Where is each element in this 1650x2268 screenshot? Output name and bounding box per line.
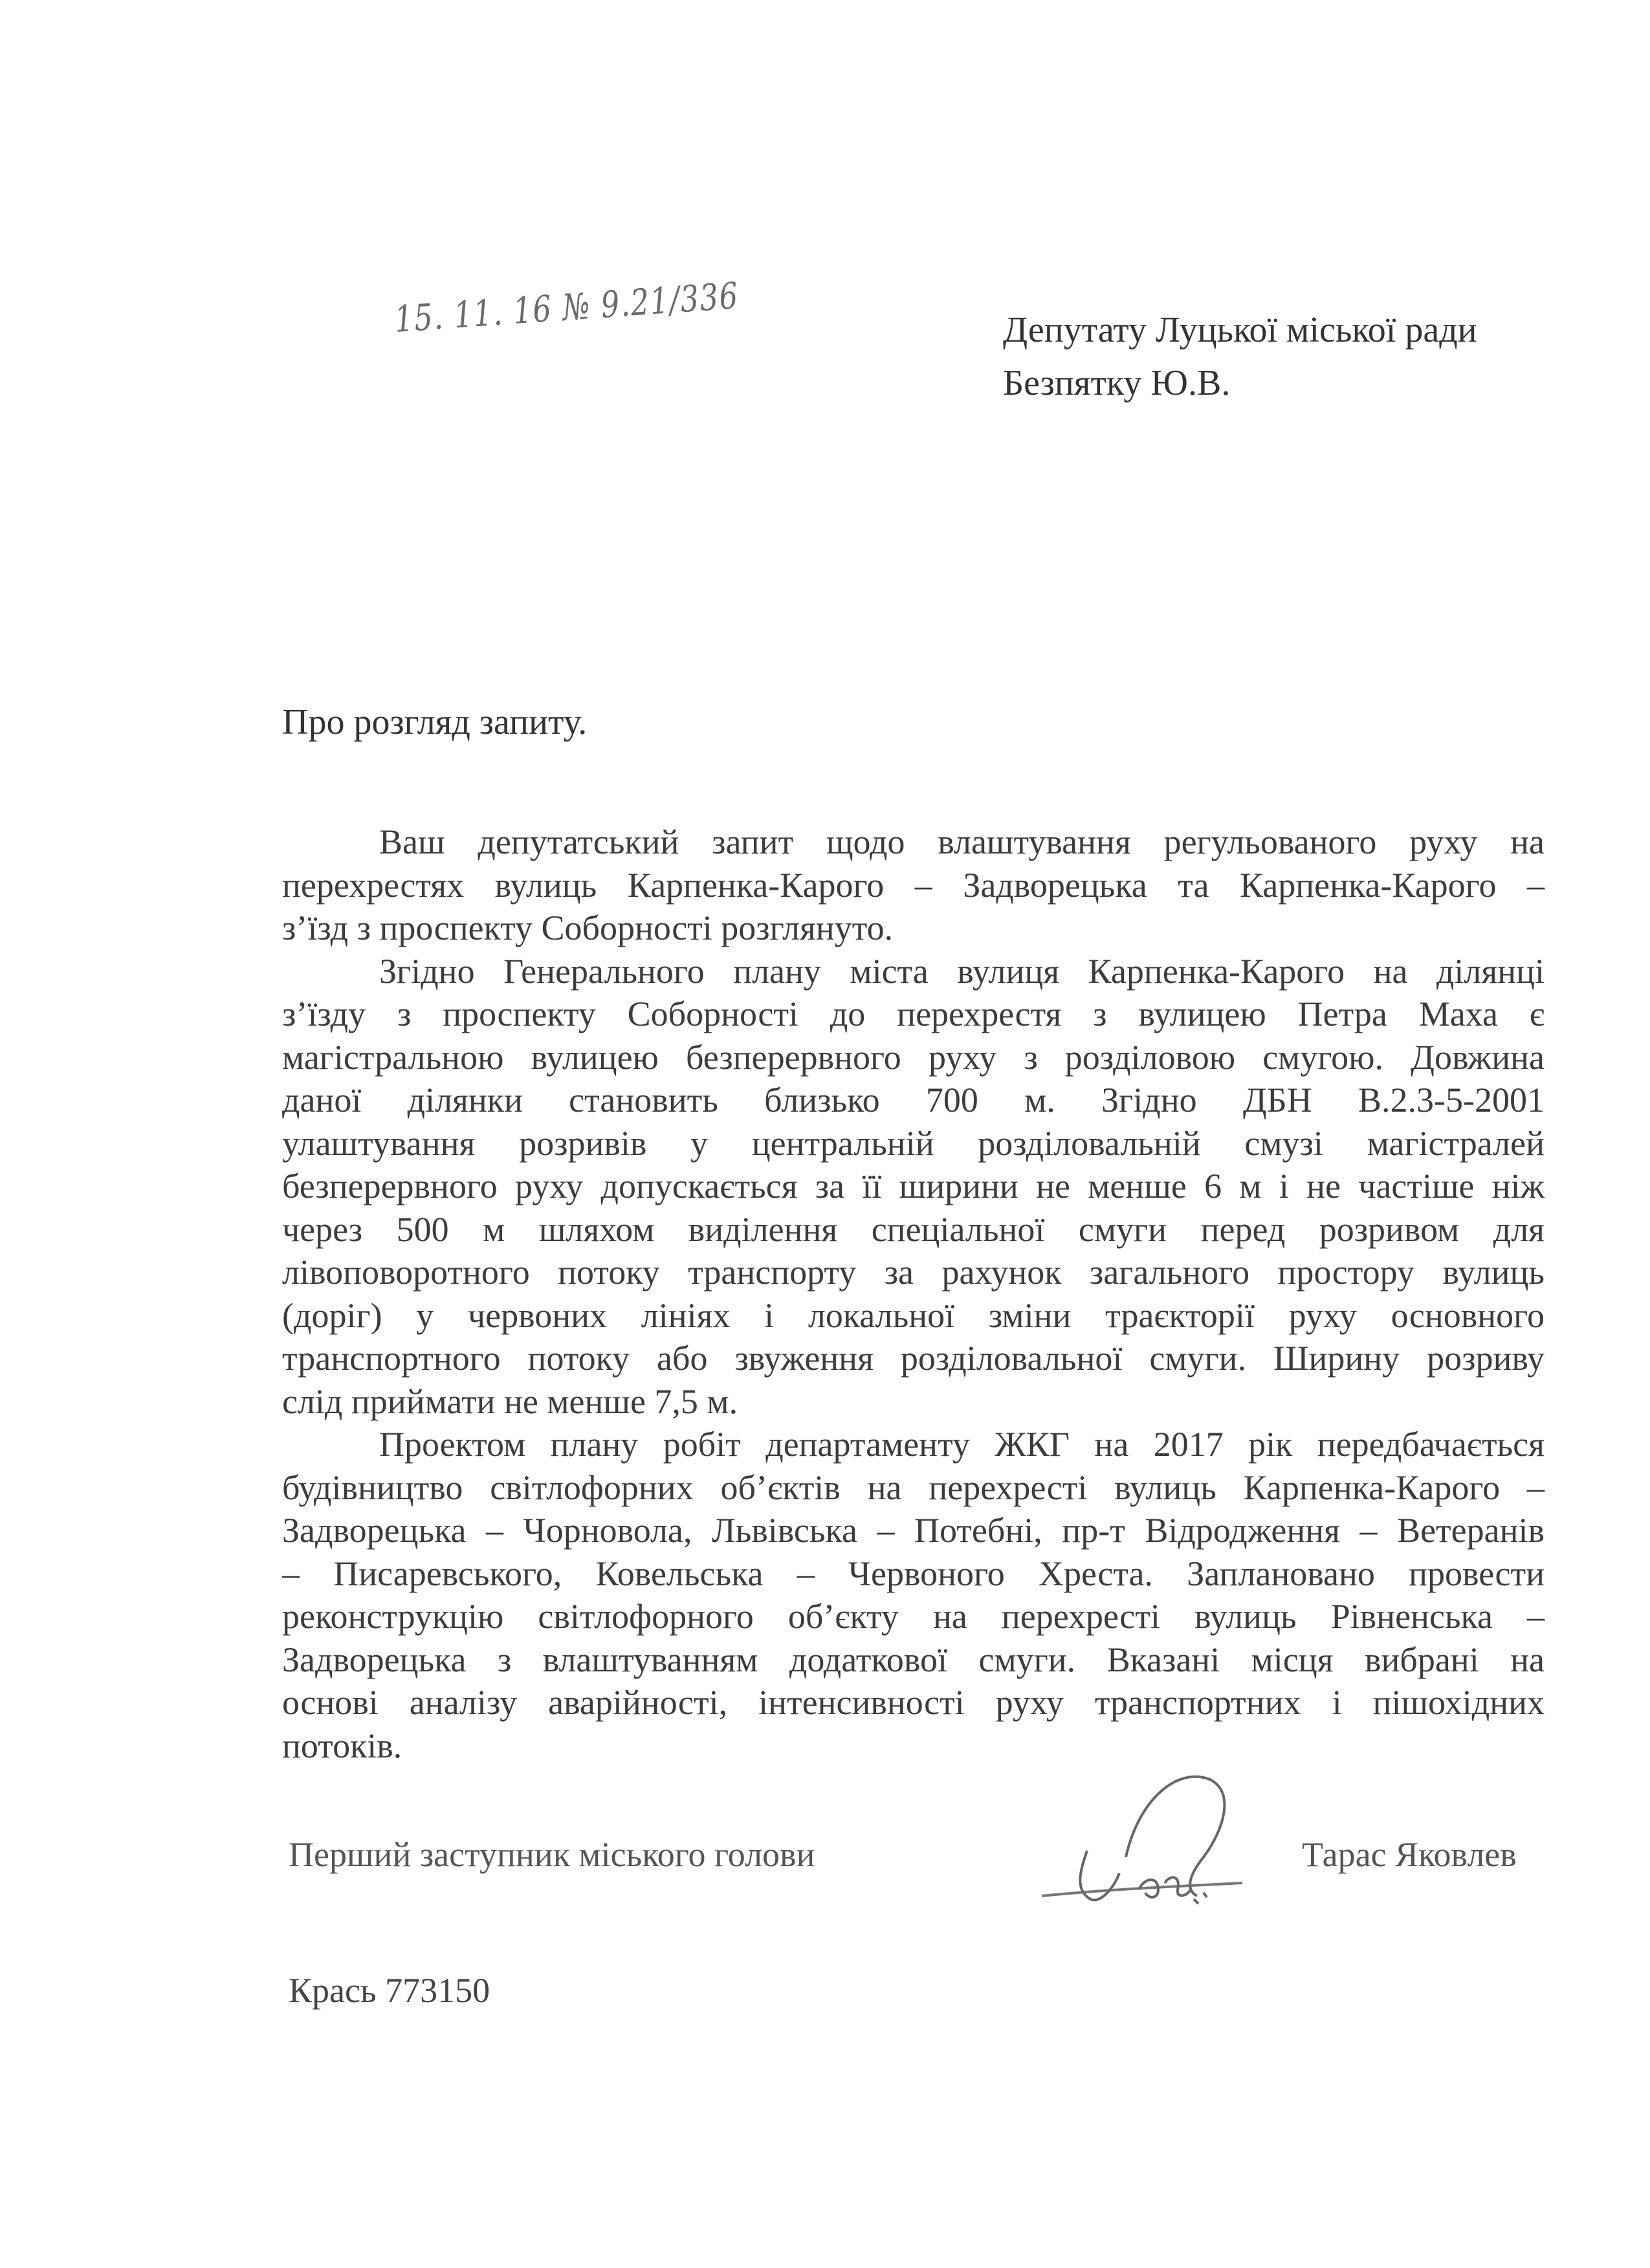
- addressee-line-1: Депутату Луцької міської ради: [1003, 310, 1477, 350]
- letter-body: [282, 820, 1545, 1767]
- paragraph-line: слід приймати не менше 7,5 м.: [282, 1382, 738, 1421]
- paragraph-line: Згідно Генерального плану міста вулиця Карпенка-Карого на ділянці: [379, 951, 1545, 991]
- paragraph-line: з’їзд з проспекту Соборності розглянуто.: [282, 908, 894, 947]
- paragraph-line: через 500 м шляхом виділення спеціальної смуги перед розривом для: [282, 1209, 1545, 1249]
- paragraph-line: Задворецька – Чорновола, Львівська – Потебні, пр-т Відродження – Ветеранів: [282, 1511, 1545, 1550]
- paragraph-line: основі аналізу аварійності, інтенсивності руху транспортних і пішохідних: [282, 1683, 1545, 1722]
- signatory-name: Тарас Яковлев: [1302, 1835, 1517, 1874]
- paragraph-line: реконструкцію світлофорного об’єкту на перехресті вулиць Рівненська –: [282, 1597, 1545, 1636]
- paragraph-line: безперервного руху допускається за її ширини не менше 6 м і не частіше ніж: [282, 1167, 1545, 1206]
- handwritten-registration-number: 15. 11. 16 № 9.21/336: [393, 274, 740, 341]
- paragraph-line: Проектом плану робіт департаменту ЖКГ на 2017 рік передбачається: [379, 1425, 1545, 1464]
- paragraph-line: лівоповоротного потоку транспорту за рахунок загального простору вулиць: [282, 1253, 1545, 1292]
- paragraph-line: Ваш депутатський запит щодо влаштування регульованого руху на: [379, 822, 1545, 861]
- paragraph-line: улаштування розривів у центральній розділовальній смузі магістралей: [282, 1123, 1545, 1163]
- paragraph-line: даної ділянки становить близько 700 м. Згідно ДБН В.2.3-5-2001: [282, 1081, 1545, 1119]
- subject-line: Про розгляд запиту.: [282, 702, 588, 742]
- handwritten-signature: [1029, 1760, 1301, 1928]
- paragraph-line: будівництво світлофорних об’єктів на перехресті вулиць Карпенка-Карого –: [282, 1468, 1545, 1507]
- paragraph-line: перехрестях вулиць Карпенка-Карого – Задворецька та Карпенка-Карого –: [282, 865, 1545, 905]
- paragraph-line: потоків.: [282, 1726, 402, 1765]
- paragraph-line: – Писаревського, Ковельська – Червоного Хреста. Заплановано провести: [282, 1554, 1545, 1593]
- signatory-position: Перший заступник міського голови: [289, 1835, 815, 1874]
- paragraph-line: транспортного потоку або звуження розділовальної смуги. Ширину розриву: [282, 1339, 1545, 1378]
- paragraph-line: з’їзду з проспекту Соборності до перехрестя з вулицею Петра Маха є: [282, 995, 1545, 1033]
- addressee-line-2: Безпятку Ю.В.: [1003, 363, 1231, 403]
- paragraph-line: магістральною вулицею безперервного руху з розділовою смугою. Довжина: [282, 1037, 1545, 1077]
- paragraph-line: (доріг) у червоних лініях і локальної зміни траєкторії руху основного: [282, 1295, 1545, 1335]
- paragraph-line: Задворецька з влаштуванням додаткової смуги. Вказані місця вибрані на: [282, 1640, 1545, 1679]
- executor-contact: Крась 773150: [289, 1971, 490, 2010]
